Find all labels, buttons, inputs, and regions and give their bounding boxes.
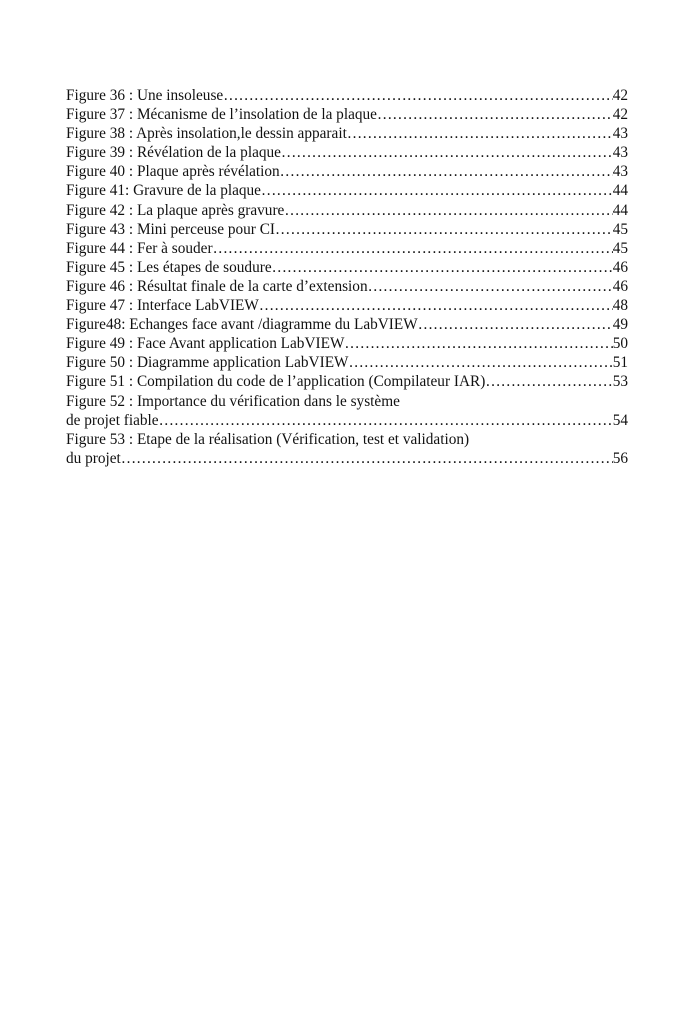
dot-leader [418,315,613,334]
figure-entry [66,162,628,181]
figure-entry [66,353,628,372]
figure-entry [66,239,628,258]
figure-entry [66,372,628,391]
figure-entry [66,277,628,296]
figure-52-title-line: Figure 52 : Importance du vérification dans le système [66,392,400,410]
dot-leader [368,277,613,296]
dot-leader [159,411,613,430]
figure-entry [66,181,628,200]
figure-entries [66,86,628,392]
figure-page-number: 43 [612,144,628,162]
figure-page-number: 53 [612,373,628,391]
figure-title: Figure48: Echanges face avant /diagramme du LabVIEW [66,316,418,334]
figure-page-number: 44 [612,201,628,219]
figure-53-title-continued: du projet [66,449,121,467]
figure-page-number: 48 [612,297,628,315]
dot-leader [223,86,613,105]
figure-title: Figure 49 : Face Avant application LabVIEW [66,335,345,353]
figure-title: Figure 45 : Les étapes de soudure [66,258,272,276]
dot-leader [348,353,612,372]
figure-entry [66,296,628,315]
figure-page-number: 50 [612,335,628,353]
figure-title: Figure 46 : Résultat finale de la carte d’extension [66,277,368,295]
figure-page-number: 43 [612,125,628,143]
figure-title: Figure 37 : Mécanisme de l’insolation de la plaque [66,106,377,124]
figure-page-number: 45 [612,239,628,257]
figure-52-entry [66,411,628,430]
dot-leader [213,239,613,258]
figure-title: Figure 42 : La plaque après gravure [66,201,285,219]
figure-entry [66,334,628,353]
figure-page-number: 42 [612,87,628,104]
figure-53-page-number: 56 [612,449,628,467]
dot-leader [284,201,612,220]
figure-entry [66,201,628,220]
figure-page-number: 43 [612,163,628,181]
figure-page-number: 51 [612,354,628,372]
dot-leader [275,220,613,239]
figure-page-number: 49 [612,316,628,334]
figure-title: Figure 36 : Une insoleuse [66,87,224,104]
figure-page-number: 46 [612,258,628,276]
figure-52-page-number: 54 [612,411,628,429]
figure-entry [66,124,628,143]
figure-title: Figure 50 : Diagramme application LabVIEW [66,354,349,372]
figure-title: Figure 43 : Mini perceuse pour CI [66,220,276,238]
dot-leader [281,143,613,162]
figure-entry [66,220,628,239]
figure-page-number: 42 [612,106,628,124]
dot-leader [121,449,613,468]
figure-entry [66,105,628,124]
dot-leader [485,372,612,391]
figure-title: Figure 40 : Plaque après révélation [66,163,280,181]
figure-title: Figure 38 : Après insolation,le dessin apparait [66,125,347,143]
figure-page-number: 44 [612,182,628,200]
figure-page-number: 46 [612,277,628,295]
figure-title: Figure 51 : Compilation du code de l’application (Compilateur IAR) [66,373,486,391]
dot-leader [259,296,613,315]
dot-leader [272,258,613,277]
figure-entry [66,315,628,334]
dot-leader [377,105,613,124]
figure-53-title-line: Figure 53 : Etape de la réalisation (Vérification, test et validation) [66,430,470,448]
figure-page-number: 45 [612,220,628,238]
figure-entry [66,258,628,277]
figure-53-entry [66,449,628,468]
dot-leader [347,124,613,143]
list-of-figures [66,86,628,468]
figure-title: Figure 47 : Interface LabVIEW [66,297,259,315]
figure-entry [66,143,628,162]
figure-52-title-continued: de projet fiable [66,411,159,429]
dot-leader [280,162,613,181]
dot-leader [344,334,612,353]
figure-title: Figure 39 : Révélation de la plaque [66,144,281,162]
dot-leader [261,181,613,200]
figure-title: Figure 44 : Fer à souder [66,239,213,257]
figure-entry [66,86,628,105]
figure-title: Figure 41: Gravure de la plaque [66,182,261,200]
